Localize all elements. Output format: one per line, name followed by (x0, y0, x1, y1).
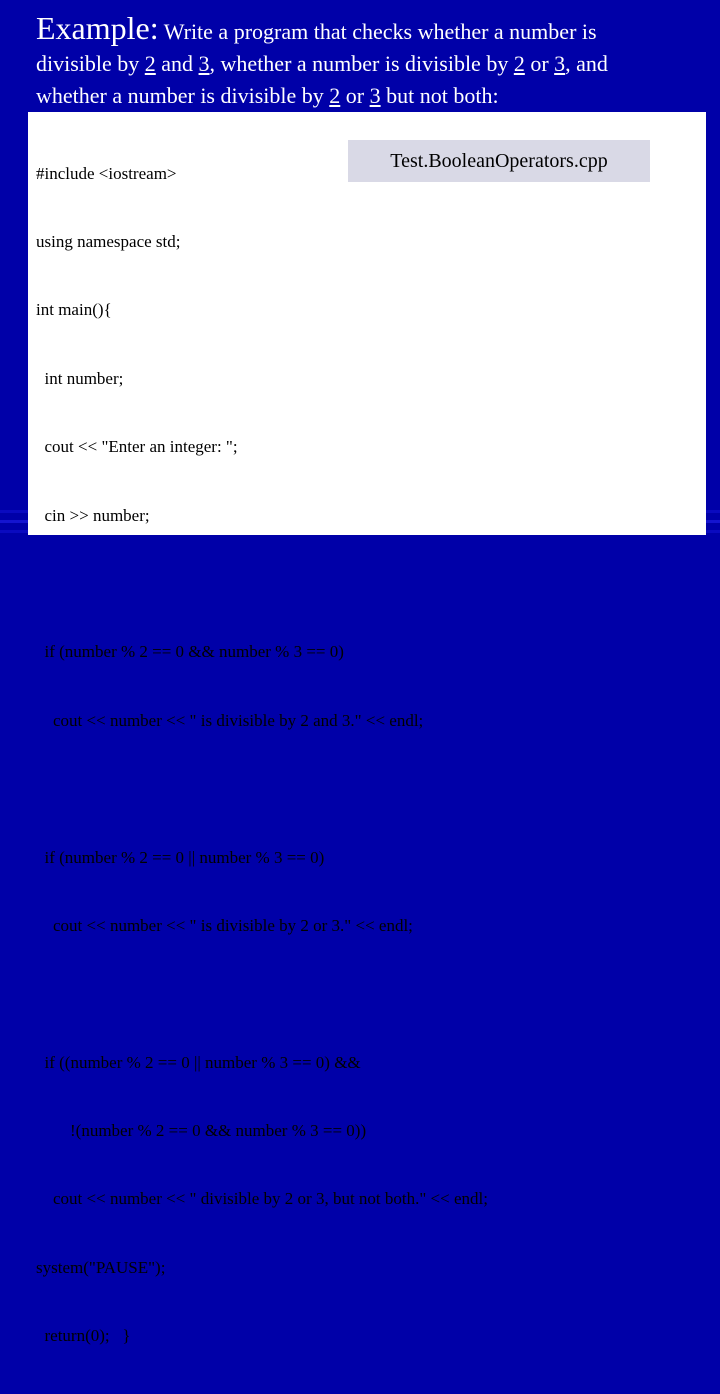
code-line: if ((number % 2 == 0 || number % 3 == 0) && (36, 1052, 361, 1072)
title-text: , whether a number is divisible by (209, 51, 514, 76)
underlined-number: 2 (329, 83, 341, 108)
title-text: and (155, 51, 199, 76)
underlined-number: 2 (513, 51, 525, 76)
title-text: divisible by (36, 51, 145, 76)
title-heading: Example: (36, 10, 159, 46)
code-line: if (number % 2 == 0 || number % 3 == 0) (36, 847, 325, 867)
code-line: !(number % 2 == 0 && number % 3 == 0)) (36, 1121, 367, 1141)
title-line-1 (36, 8, 706, 48)
title-text: Write a program that checks whether a number is (158, 19, 597, 44)
code-line: #include <iostream> (36, 163, 177, 183)
code-line: return(0); } (36, 1326, 131, 1346)
title-text: whether a number is divisible by (36, 83, 330, 108)
code-line: int number; (36, 368, 124, 388)
title-line-3 (36, 80, 706, 112)
code-line (36, 573, 488, 596)
code-line: int main(){ (36, 300, 112, 320)
underlined-number: 3 (198, 51, 210, 76)
code-line: if (number % 2 == 0 && number % 3 == 0) (36, 642, 344, 662)
title-text: or (340, 83, 370, 108)
title-text: but not both: (380, 83, 499, 108)
underlined-number: 2 (144, 51, 156, 76)
code-line: cout << number << " divisible by 2 or 3, but not both." << endl; (36, 1189, 488, 1209)
code-line: cin >> number; (36, 505, 150, 525)
code-line: cout << "Enter an integer: "; (36, 437, 238, 457)
underlined-number: 3 (369, 83, 381, 108)
code-line: cout << number << " is divisible by 2 or 3." << endl; (36, 915, 413, 935)
title-line-2 (36, 48, 706, 80)
title-text: , and (565, 51, 608, 76)
code-line: cout << number << " is divisible by 2 and 3." << endl; (36, 710, 424, 730)
title-text: or (524, 51, 555, 76)
code-panel (28, 112, 706, 1346)
code-line (36, 983, 488, 1006)
code-line: system("PAUSE"); (36, 1257, 166, 1277)
code-line (36, 778, 488, 801)
code-line: using namespace std; (36, 231, 181, 251)
underlined-number: 3 (554, 51, 566, 76)
code-listing (36, 117, 488, 1394)
slide-title (36, 8, 706, 112)
filename-label: Test.BooleanOperators.cpp (348, 140, 650, 182)
